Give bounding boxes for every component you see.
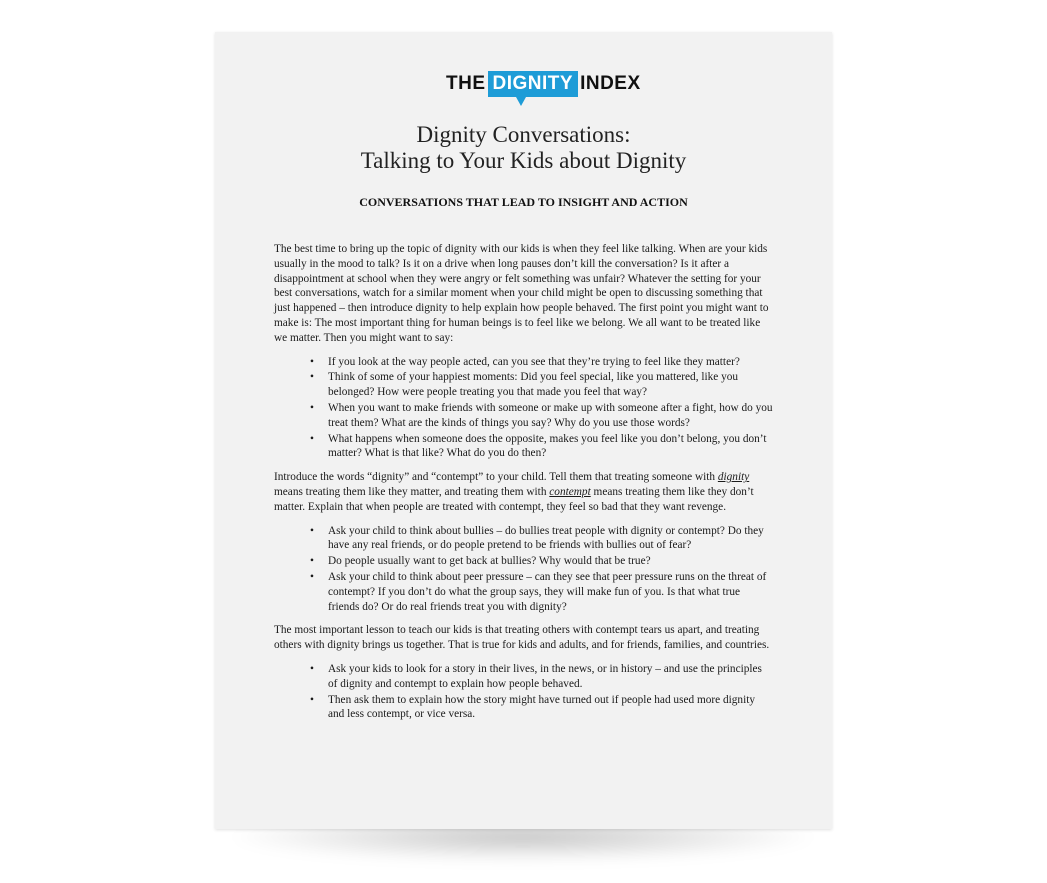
intro-paragraph: The best time to bring up the topic of dignity with our kids is when they feel like talking. When are your kids usually in the mood to talk? Is it on a drive when long pauses don’t kill the conversation? Is it after a disappointment at school when they were angry or felt something was unfair? Whatever the setting for your best conversations, watch for a similar moment when your child might be open to discussing something that just happened – then introduce dignity to help explain how people behaved. The first point you might want to make is: The most important thing for human beings is to feel like we belong. We all want to be treated like we matter. Then you might want to say: [274,243,769,344]
question-list-1 [274,355,774,462]
list-item: • Do people usually want to get back at bullies? Why would that be true? [328,554,774,569]
document-body [274,242,774,731]
logo-word-index: INDEX [580,73,641,94]
question-list-2 [274,524,774,615]
paragraph-text: means treating them like they matter, and treating them with [274,485,550,498]
list-item: • Then ask them to explain how the story might have turned out if people had used more dignity and less contempt, or vice versa. [328,693,774,723]
list-item: • When you want to make friends with someone or make up with someone after a fight, how do you treat them? What are the kinds of things you say? Why do you use those words? [328,401,774,431]
document-page [215,32,832,829]
document-title [215,122,832,174]
question-list-3 [274,662,774,722]
list-item: • Ask your kids to look for a story in their lives, in the news, or in history – and use the principles of dignity and contempt to explain how people behaved. [328,662,774,692]
paragraph-text: Introduce the words “dignity” and “contempt” to your child. Tell them that treating someone with [274,471,718,484]
paragraph-text: means treating them like they don’t matter. Explain that when people are treated with contempt, they feel so bad that they want revenge. [274,485,754,513]
list-item: • Think of some of your happiest moments: Did you feel special, like you mattered, like you belonged? How were people treating you that made you feel that way? [328,370,774,400]
lesson-paragraph: The most important lesson to teach our kids is that treating others with contempt tears us apart, and treating others with dignity brings us together. That is true for kids and adults, and for friends, families, and countries. [274,624,770,652]
list-item: • Ask your child to think about peer pressure – can they see that peer pressure runs on the threat of contempt? If you don’t do what the group says, they will make fun of you. Is that what true friends do? Or do real friends treat you with dignity? [328,570,774,614]
dignity-contempt-paragraph [274,470,774,514]
list-item: • Ask your child to think about bullies – do bullies treat people with dignity or contempt? Do they have any real friends, or do people pretend to be friends with bullies out of fear? [328,524,774,554]
dignity-index-logo [446,71,641,97]
title-line-2: Talking to Your Kids about Dignity [360,148,687,173]
emphasis-dignity: dignity [717,471,750,484]
title-line-1: Dignity Conversations: [416,122,631,147]
document-subtitle: CONVERSATIONS THAT LEAD TO INSIGHT AND ACTION [359,195,688,209]
list-item: • If you look at the way people acted, can you see that they’re trying to feel like they matter? [328,355,774,370]
logo-word-the: THE [446,73,486,94]
logo-word-dignity: DIGNITY [488,71,579,97]
list-item: • What happens when someone does the opposite, makes you feel like you don’t belong, you don’t matter? What is that like? What do you do then? [328,432,774,462]
emphasis-contempt: contempt [549,485,591,498]
